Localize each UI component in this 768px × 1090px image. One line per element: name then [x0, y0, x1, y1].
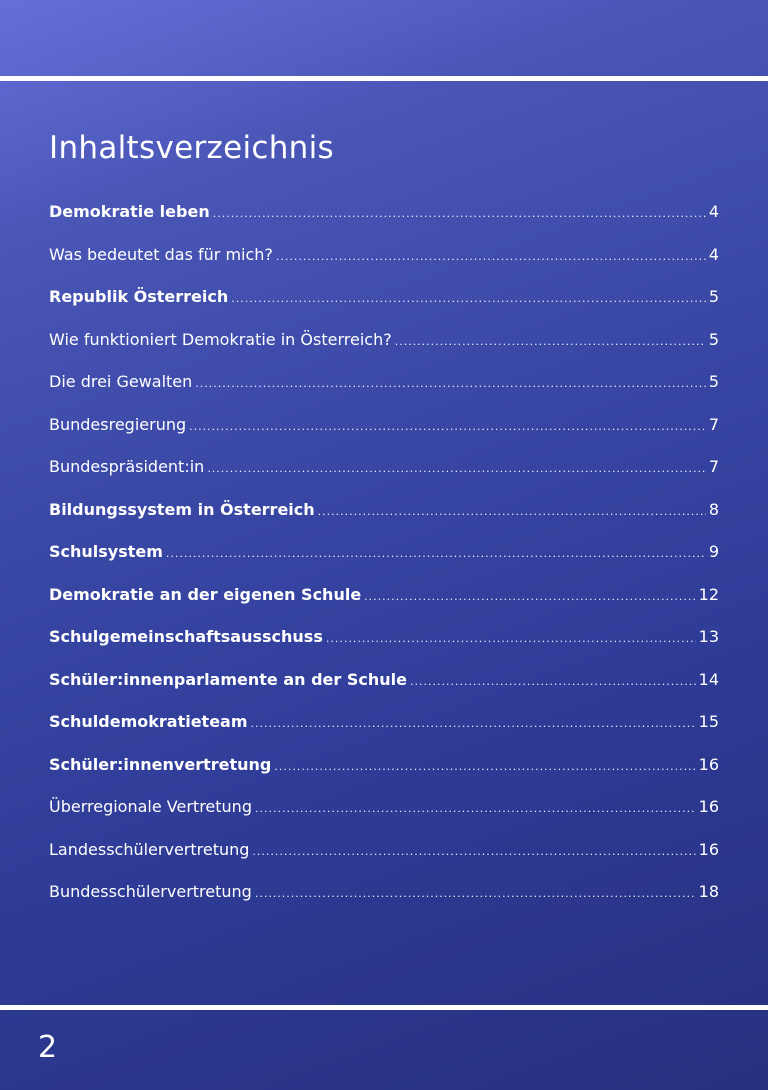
toc-entry-label: Wie funktioniert Demokratie in Österreich?: [49, 329, 392, 349]
bottom-divider: [0, 1005, 768, 1010]
toc-entry[interactable]: [49, 711, 719, 754]
toc-entry-label: Bundesschülervertretung: [49, 882, 252, 901]
toc-entry-label: Schüler:innenvertretung: [49, 754, 272, 774]
toc-entry[interactable]: [49, 244, 719, 287]
toc-leader: [166, 543, 706, 565]
toc-entry-page: 14: [698, 669, 719, 689]
toc-entry-page: 18: [698, 882, 719, 901]
toc-entry[interactable]: [49, 371, 719, 414]
table-of-contents: [49, 201, 719, 924]
toc-entry-page: 4: [708, 244, 719, 264]
toc-entry[interactable]: [49, 286, 719, 329]
toc-leader: [207, 458, 706, 480]
toc-entry-label: Bundespräsident:in: [49, 457, 205, 476]
toc-entry-label: Schulgemeinschaftsausschuss: [49, 627, 323, 646]
toc-leader: [274, 756, 695, 778]
toc-entry-label: Bildungssystem in Österreich: [49, 499, 315, 519]
toc-entry-label: Schuldemokratieteam: [49, 712, 248, 731]
page-number: 2: [38, 1030, 58, 1065]
toc-entry[interactable]: [49, 584, 719, 627]
toc-entry-label: Demokratie leben: [49, 202, 210, 221]
toc-entry-page: 9: [708, 542, 719, 561]
toc-entry-page: 15: [698, 712, 719, 731]
toc-entry-label: Überregionale Vertretung: [49, 797, 252, 816]
toc-leader: [276, 246, 706, 268]
toc-entry-page: 7: [708, 414, 719, 434]
toc-entry[interactable]: [49, 499, 719, 542]
top-divider: [0, 76, 768, 81]
toc-entry[interactable]: [49, 754, 719, 797]
toc-leader: [395, 331, 706, 353]
toc-entry-page: 16: [698, 797, 719, 816]
toc-leader: [231, 288, 706, 310]
toc-entry-page: 7: [708, 457, 719, 476]
toc-entry[interactable]: [49, 626, 719, 669]
toc-entry-label: Republik Österreich: [49, 287, 229, 306]
toc-leader: [189, 416, 706, 438]
toc-entry-label: Demokratie an der eigenen Schule: [49, 584, 362, 604]
toc-entry[interactable]: [49, 881, 719, 924]
toc-entry[interactable]: [49, 796, 719, 839]
toc-leader: [213, 203, 706, 225]
toc-leader: [195, 373, 706, 395]
toc-entry-label: Schulsystem: [49, 542, 163, 561]
toc-entry-label: Bundesregierung: [49, 414, 187, 434]
toc-entry-label: Die drei Gewalten: [49, 372, 193, 391]
toc-leader: [364, 586, 695, 608]
toc-leader: [318, 501, 706, 523]
toc-leader: [410, 671, 696, 693]
toc-entry[interactable]: [49, 414, 719, 457]
toc-entry-label: Was bedeutet das für mich?: [49, 244, 273, 264]
toc-leader: [252, 841, 695, 863]
toc-leader: [251, 713, 696, 735]
page-title: Inhaltsverzeichnis: [49, 130, 334, 166]
toc-entry[interactable]: [49, 669, 719, 712]
toc-entry-page: 12: [698, 584, 719, 604]
toc-entry-page: 5: [708, 287, 719, 306]
toc-leader: [255, 883, 696, 905]
toc-entry-page: 5: [708, 372, 719, 391]
toc-leader: [255, 798, 696, 820]
toc-entry-page: 16: [698, 839, 719, 859]
toc-entry-label: Landesschülervertretung: [49, 839, 250, 859]
toc-entry[interactable]: [49, 329, 719, 372]
toc-entry-page: 4: [708, 202, 719, 221]
toc-entry-page: 16: [698, 754, 719, 774]
toc-leader: [326, 628, 696, 650]
toc-entry-page: 8: [708, 499, 719, 519]
toc-entry[interactable]: [49, 201, 719, 244]
toc-entry-page: 5: [708, 329, 719, 349]
toc-entry[interactable]: [49, 541, 719, 584]
toc-entry-label: Schüler:innenparlamente an der Schule: [49, 669, 407, 689]
toc-entry-page: 13: [698, 627, 719, 646]
toc-entry[interactable]: [49, 456, 719, 499]
toc-entry[interactable]: [49, 839, 719, 882]
